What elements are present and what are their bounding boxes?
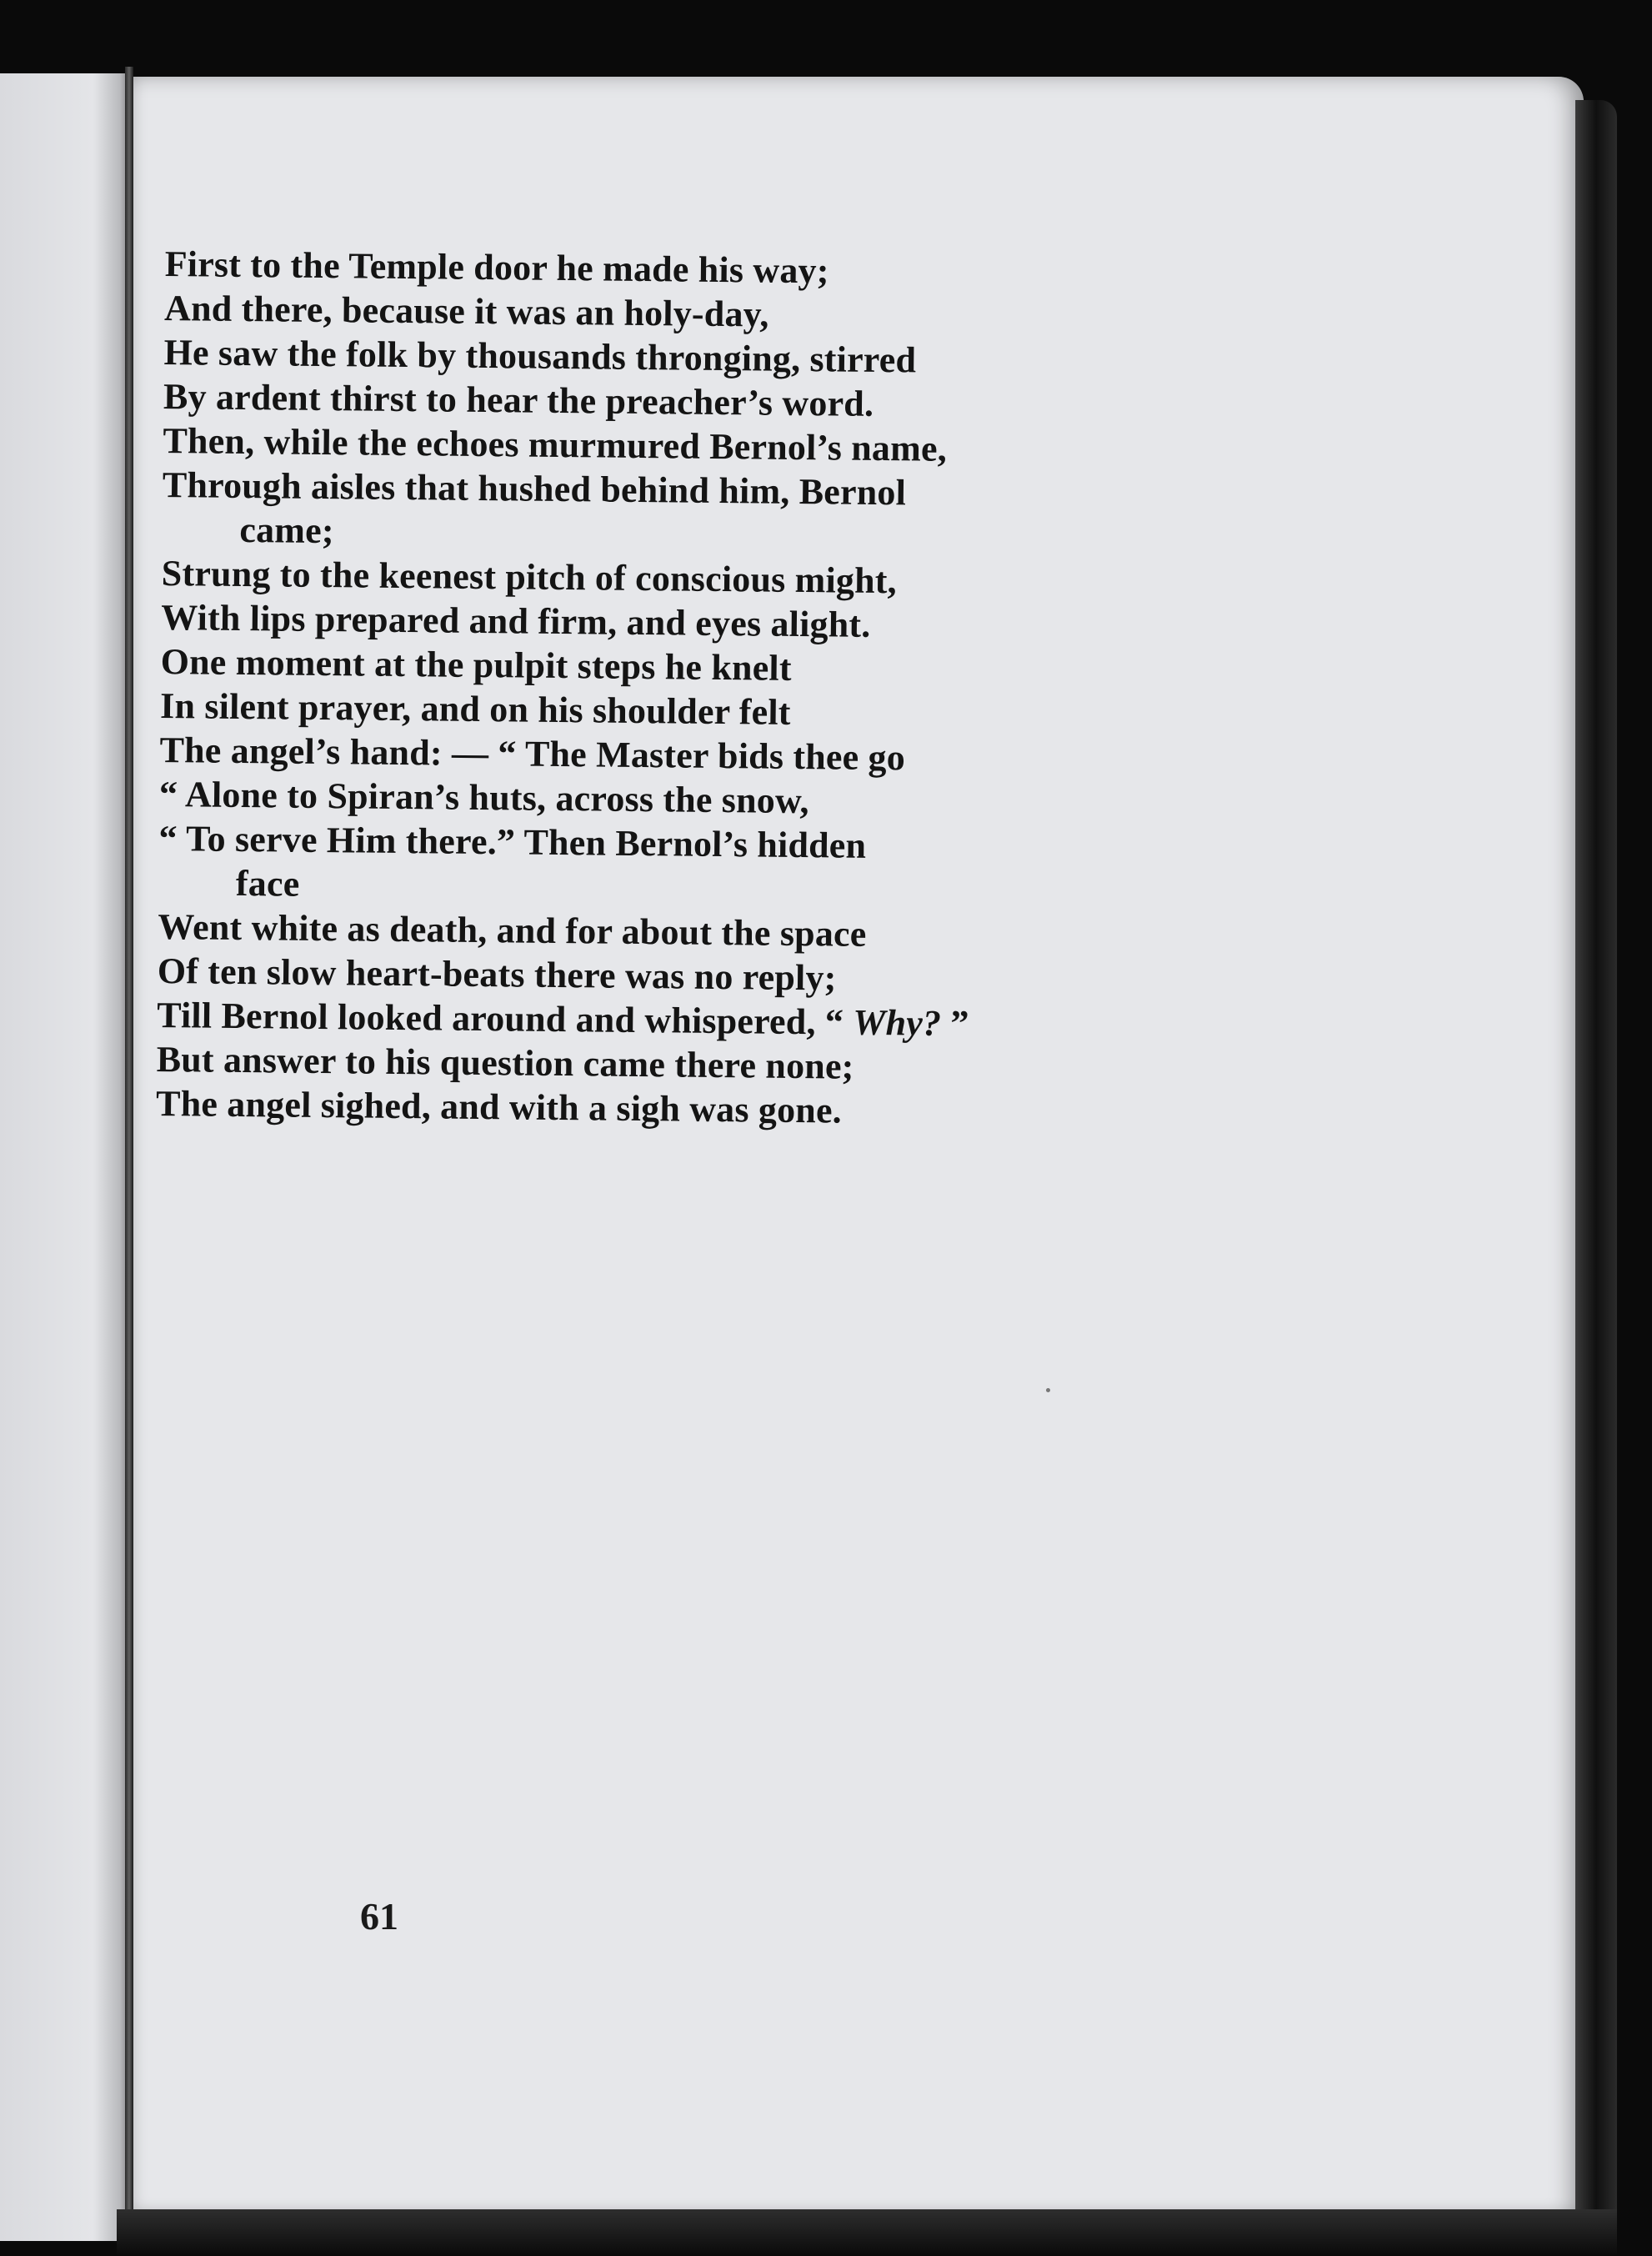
- poem-line: “ Alone to Spiran’s huts, across the snow,: [158, 773, 810, 822]
- italic-word: Why?: [853, 1001, 942, 1044]
- poem-line: The angel’s hand: — “ The Master bids thee go: [159, 729, 906, 779]
- right-cover-edge: [1575, 100, 1617, 2234]
- poem-line: Through aisles that hushed behind him, Bernol: [162, 464, 907, 514]
- left-page-edge: [0, 73, 133, 2241]
- bottom-cover-edge: [117, 2209, 1617, 2256]
- poem-line: The angel sighed, and with a sigh was gone.: [155, 1082, 843, 1131]
- poem-line: First to the Temple door he made his way;: [164, 243, 829, 292]
- poem-line: One moment at the pulpit steps he knelt: [160, 640, 792, 689]
- poem-line-continuation: came;: [239, 509, 335, 552]
- poem-line: Went white as death, and for about the space: [158, 905, 867, 955]
- poem-line: In silent prayer, and on his shoulder felt: [159, 684, 791, 733]
- poem-line-continuation: face: [235, 862, 300, 905]
- poem-line-part: Till Bernol looked around and whispered, “: [157, 994, 854, 1043]
- poem-line: “ To serve Him there.” Then Bernol’s hidden: [158, 817, 867, 866]
- poem-line-part: ”: [940, 1002, 969, 1045]
- poem-text: [156, 242, 1165, 1136]
- poem-line: Strung to the keenest pitch of conscious might,: [161, 552, 898, 602]
- poem-line: Of ten slow heart-beats there was no reply;: [157, 950, 837, 999]
- page-number: 61: [360, 1895, 398, 1938]
- poem-line: By ardent thirst to hear the preacher’s word.: [163, 375, 874, 424]
- poem-line: But answer to his question came there none;: [156, 1038, 854, 1087]
- poem-line: With lips prepared and firm, and eyes alight.: [161, 596, 871, 645]
- poem-line: Then, while the echoes murmured Bernol’s name,: [163, 419, 948, 469]
- book-spine: [125, 67, 133, 2251]
- poem-line: He saw the folk by thousands thronging, stirred: [163, 331, 917, 381]
- paper-speck: [1046, 1388, 1050, 1392]
- poem-line: And there, because it was an holy-day,: [163, 287, 769, 335]
